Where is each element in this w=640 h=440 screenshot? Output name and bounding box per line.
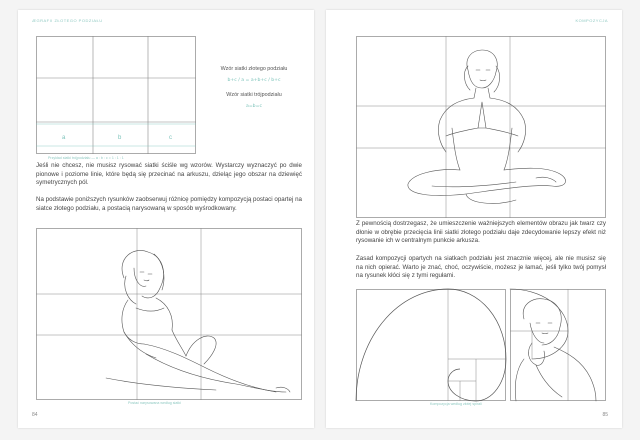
left-page: [18, 10, 314, 428]
grid-caption: Przykład siatki trójpodziału — a : b : c = 1 : 1 : 1: [48, 156, 124, 160]
thirds-grid-label: Wzór siatki trójpodziału: [226, 92, 282, 98]
grid-letter-a: a: [62, 135, 66, 141]
left-paragraph-2: Na podstawie poniższych rysunków zaobserwuj różnicę pomiędzy kompozycją postaci opartej na siatce złotego podziału, a postacią narysowaną w sposób wyśrodkowany.: [36, 196, 302, 212]
spiral-caption: Kompozycja według złotej spirali: [430, 402, 482, 406]
golden-grid-legend: [214, 66, 294, 110]
left-page-number: 84: [32, 412, 38, 418]
thirds-grid-formula: a=b=c: [246, 104, 262, 109]
right-page-number: 85: [602, 412, 608, 418]
thirds-grid-diagram: [36, 36, 196, 154]
grid-letter-c: c: [169, 135, 172, 141]
figure-caption: Postać narysowana według siatki: [128, 401, 181, 405]
right-page-header: KOMPOZYCJA: [575, 18, 608, 23]
right-page: [326, 10, 622, 428]
portrait-spiral-figure: [510, 289, 606, 401]
golden-grid-formula: b+c / a = a+b+c / b+c: [227, 78, 281, 83]
right-paragraph-2: Zasad kompozycji opartych na siatkach podziału jest znacznie więcej, ale nie musisz się na nich opierać. Warto je znać, choć, oczywiście, możesz je łamać, jeśli tylko twój pomysł na rysunek kłóci się z tymi regułami.: [356, 255, 606, 280]
right-paragraph-1: Z pewnością dostrzegasz, że umieszczenie ważniejszych elementów obrazu jak twarz czy dłonie w obrębie przecięcia linii siatki złotego podziału daje zdecydowanie lepszy efekt niż rysowanie ich w centralnym punkcie arkusza.: [356, 220, 606, 245]
left-page-header: ÆGRAFII ZŁOTEGO PODZIAŁU: [32, 18, 103, 23]
left-paragraph-1: Jeśli nie chcesz, nie musisz rysować siatki ściśle wg wzorów. Wystarczy wyznaczyć po dwie pionowe i poziome linie, które będą się przecinać na arkuszu, dzieląc jego obszar na dziewięć symetrycznych pól.: [36, 162, 302, 187]
grid-letter-b: b: [118, 135, 122, 141]
seated-woman-figure: [36, 228, 302, 400]
meditating-man-figure: [356, 36, 606, 218]
golden-grid-label: Wzór siatki złotego podziału: [220, 66, 288, 72]
golden-spiral-diagram: [356, 289, 506, 401]
